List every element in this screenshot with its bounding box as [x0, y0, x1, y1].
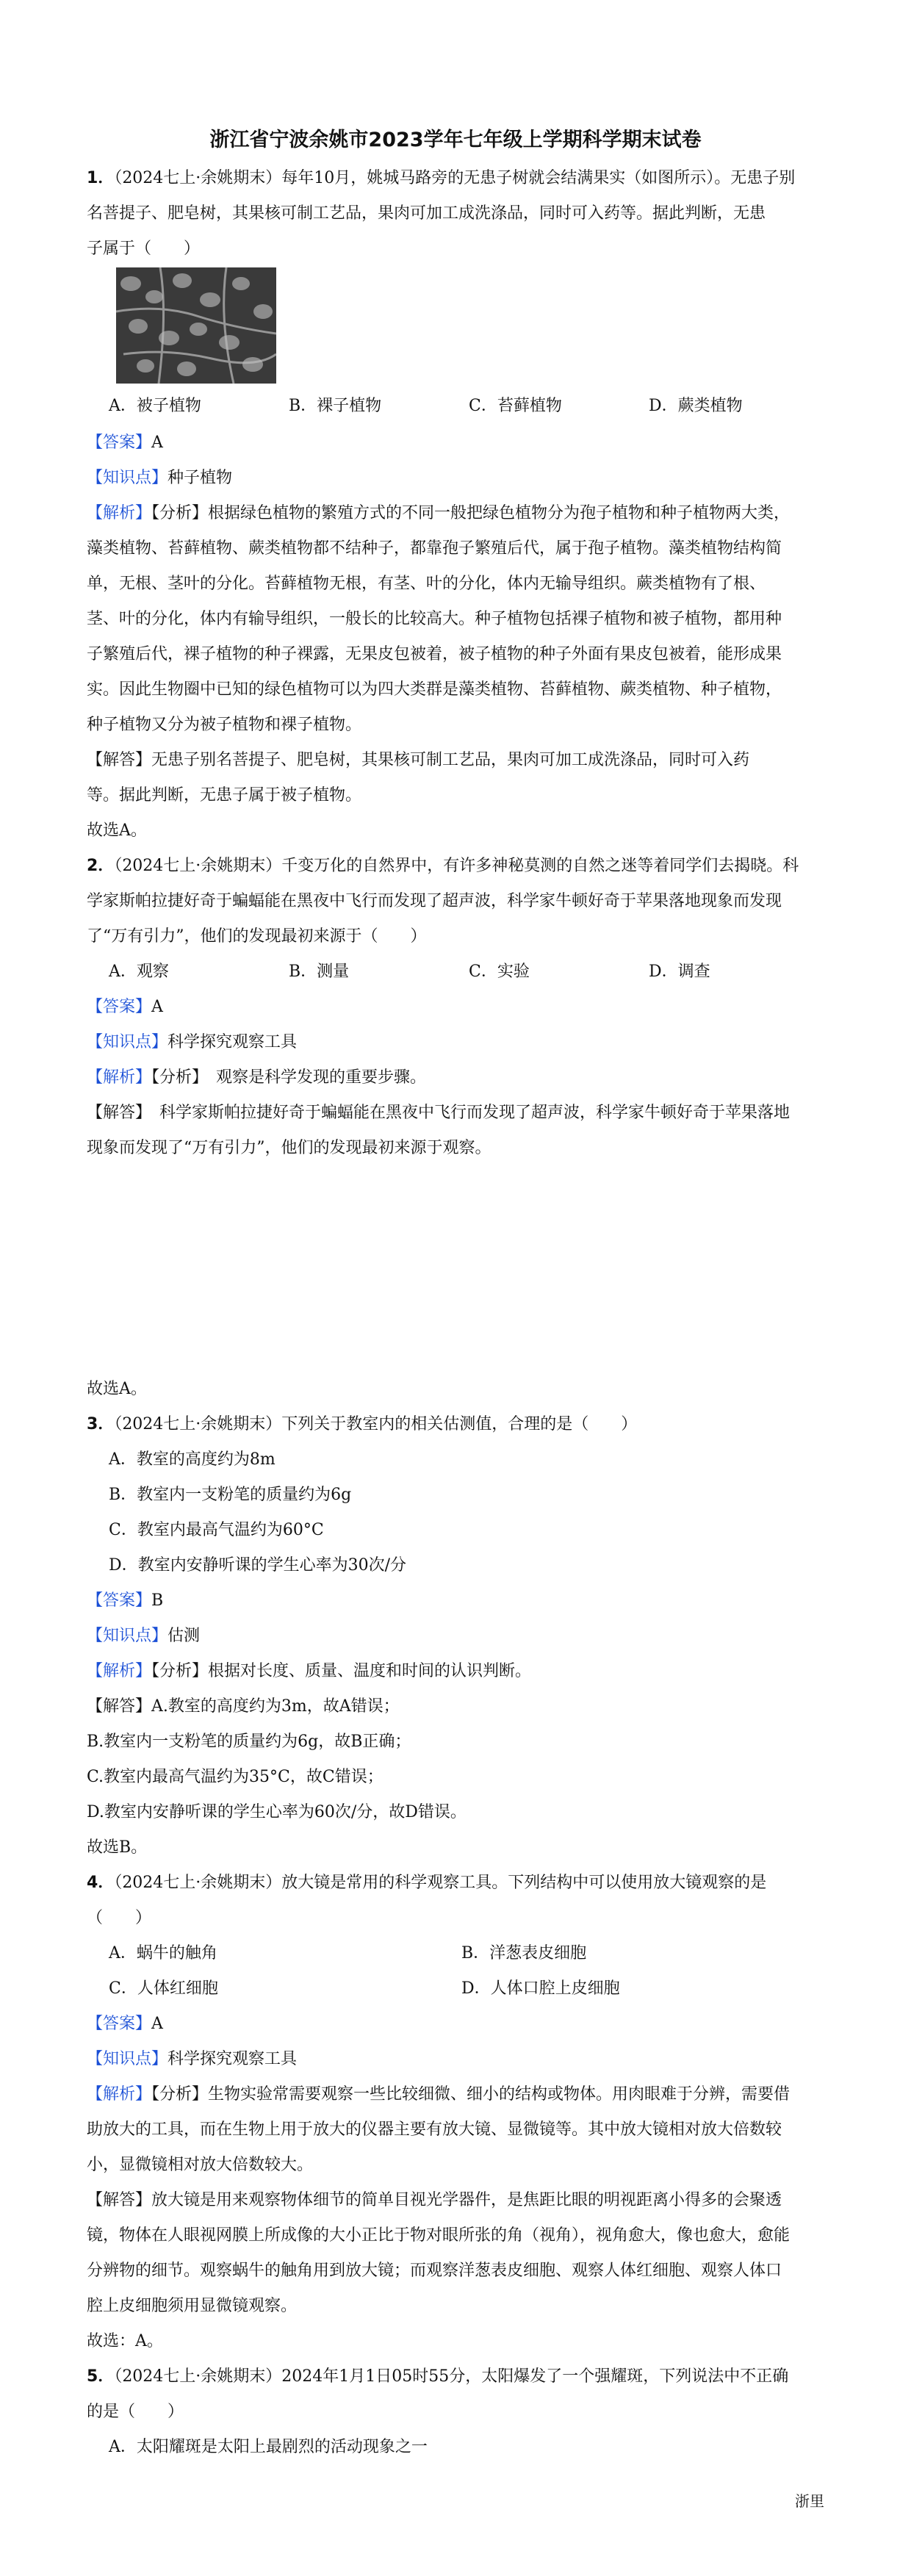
question-number: 1．	[87, 169, 115, 187]
q1-solution-line: 等。据此判断，无患子属于被子植物。	[87, 786, 362, 805]
q5-option-a: A．太阳耀斑是太阳上最剧烈的活动现象之一	[109, 2438, 428, 2456]
q1-option-a: A．被子植物	[109, 397, 201, 415]
q4-option-c: C．人体红细胞	[109, 1979, 218, 1998]
q1-stem-line3: 子属于（ ）	[87, 240, 201, 258]
q1-answer: 【答案】A	[87, 433, 163, 452]
q4-solution-line: 分辨物的细节。观察蜗牛的触角用到放大镜；而观察洋葱表皮细胞、观察人体红细胞、观察人体口	[87, 2262, 782, 2280]
q4-knowledge-point: 【知识点】科学探究观察工具	[87, 2050, 298, 2068]
q4-option-d: D．人体口腔上皮细胞	[461, 1979, 620, 1998]
question-number: 3．	[87, 1415, 115, 1433]
q4-option-a: A．蜗牛的触角	[109, 1944, 217, 1962]
q1-conclusion: 故选A。	[87, 821, 147, 840]
q1-analysis-line: 茎、叶的分化，体内有输导组织，一般长的比较高大。种子植物包括裸子植物和被子植物，都用种	[87, 610, 782, 628]
q1-knowledge-point: 【知识点】种子植物	[87, 469, 233, 487]
question-number: 5．	[87, 2367, 115, 2386]
q1-analysis-line: 实。因此生物圈中已知的绿色植物可以为四大类群是藻类植物、苔藓植物、蕨类植物、种子植物，	[87, 680, 782, 699]
q1-option-c: C．苔藓植物	[469, 397, 562, 415]
page-footer: 浙里	[795, 2492, 824, 2510]
q3-option-d: D．教室内安静听课的学生心率为30次/分	[109, 1556, 407, 1575]
question-source: （2024七上·余姚期末）	[114, 1415, 282, 1433]
q1-option-b: B．裸子植物	[289, 397, 382, 415]
q4-solution-line: 腔上皮细胞须用显微镜观察。	[87, 2297, 298, 2315]
q2-option-b: B．测量	[289, 963, 350, 981]
q2-conclusion: 故选A。	[87, 1380, 147, 1398]
q2-solution-line: 【解答】 科学家斯帕拉捷好奇于蝙蝠能在黑夜中飞行而发现了超声波，科学家牛顿好奇于苹果落地	[87, 1104, 791, 1122]
q4-analysis-line: 小，显微镜相对放大倍数较大。	[87, 2156, 314, 2174]
q3-option-c: C．教室内最高气温约为60°C	[109, 1521, 324, 1539]
q2-answer: 【答案】A	[87, 998, 163, 1016]
q4-analysis-line: 【解析】【分析】生物实验常需要观察一些比较细微、细小的结构或物体。用肉眼难于分辨，需要借	[87, 2085, 791, 2104]
q2-option-c: C．实验	[469, 963, 530, 981]
q2-solution-line: 现象而发现了“万有引力”，他们的发现最初来源于观察。	[87, 1139, 491, 1157]
q3-solution-line: B.教室内一支粉笔的质量约为6g，故B正确；	[87, 1733, 411, 1751]
q4-solution-line: 【解答】放大镜是用来观察物体细节的简单目视光学器件，是焦距比眼的明视距离小得多的会聚透	[87, 2191, 782, 2209]
q4-stem-line1: 4．（2024七上·余姚期末）放大镜是常用的科学观察工具。下列结构中可以使用放大镜观察的是	[87, 1874, 767, 1892]
q2-stem-line2: 学家斯帕拉捷好奇于蝙蝠能在黑夜中飞行而发现了超声波，科学家牛顿好奇于苹果落地现象而发现	[87, 892, 782, 910]
q3-solution-line: 【解答】A.教室的高度约为3m，故A错误；	[87, 1697, 400, 1716]
q2-option-a: A．观察	[109, 963, 169, 981]
q4-conclusion: 故选：A。	[87, 2332, 163, 2350]
q1-analysis-line: 单，无根、茎叶的分化。苔藓植物无根，有茎、叶的分化，体内无输导组织。蕨类植物有了根、	[87, 575, 766, 593]
q1-stem-line1: 1．（2024七上·余姚期末）每年10月，姚城马路旁的无患子树就会结满果实（如图所示）。无患子别	[87, 169, 796, 187]
question-source: （2024七上·余姚期末）	[114, 169, 282, 187]
q2-stem-line1: 2．（2024七上·余姚期末）千变万化的自然界中，有许多神秘莫测的自然之迷等着同学们去揭晓。科	[87, 857, 799, 875]
q3-solution-line: C.教室内最高气温约为35°C，故C错误；	[87, 1768, 384, 1786]
q1-option-d: D．蕨类植物	[649, 397, 743, 415]
q3-knowledge-point: 【知识点】估测	[87, 1627, 201, 1645]
q2-stem-line3: 了“万有引力”，他们的发现最初来源于（ ）	[87, 927, 427, 946]
question-source: （2024七上·余姚期末）	[114, 2367, 282, 2386]
question-number: 2．	[87, 857, 115, 875]
q1-analysis-line: 【解析】【分析】根据绿色植物的繁殖方式的不同一般把绿色植物分为孢子植物和种子植物两大类，	[87, 504, 791, 522]
q1-stem-line2: 名菩提子、肥皂树，其果核可制工艺品，果肉可加工成洗涤品，同时可入药等。据此判断，无患	[87, 204, 766, 223]
q3-stem-line1: 3．（2024七上·余姚期末）下列关于教室内的相关估测值，合理的是（ ）	[87, 1415, 638, 1433]
q5-stem-line1: 5．（2024七上·余姚期末）2024年1月1日05时55分，太阳爆发了一个强耀斑，下列说法中不正确	[87, 2367, 789, 2386]
q3-analysis-line: 【解析】【分析】根据对长度、质量、温度和时间的认识判断。	[87, 1662, 532, 1680]
question-source: （2024七上·余姚期末）	[114, 857, 282, 875]
soapberry-fruit-photo	[116, 267, 276, 384]
q4-solution-line: 镜，物体在人眼视网膜上所成像的大小正比于物对眼所张的角（视角），视角愈大，像也愈大，愈能	[87, 2226, 791, 2245]
exam-title: 浙江省宁波余姚市2023学年七年级上学期科学期末试卷	[209, 129, 702, 151]
q4-answer: 【答案】A	[87, 2015, 163, 2033]
q3-option-b: B．教室内一支粉笔的质量约为6g	[109, 1486, 352, 1504]
q4-option-b: B．洋葱表皮细胞	[461, 1944, 587, 1962]
q1-analysis-line: 藻类植物、苔藓植物、蕨类植物都不结种子，都靠孢子繁殖后代，属于孢子植物。藻类植物结构简	[87, 539, 782, 558]
question-source: （2024七上·余姚期末）	[114, 1874, 282, 1892]
q4-analysis-line: 助放大的工具，而在生物上用于放大的仪器主要有放大镜、显微镜等。其中放大镜相对放大倍数较	[87, 2120, 782, 2139]
q5-stem-line2: 的是（ ）	[87, 2403, 184, 2421]
q2-analysis-line: 【解析】【分析】 观察是科学发现的重要步骤。	[87, 1068, 427, 1087]
q3-conclusion: 故选B。	[87, 1838, 148, 1857]
q3-option-a: A．教室的高度约为8m	[109, 1450, 276, 1469]
q1-analysis-line: 子繁殖后代，裸子植物的种子裸露，无果皮包被着，被子植物的种子外面有果皮包被着，能形成果	[87, 645, 782, 663]
question-number: 4．	[87, 1874, 115, 1892]
q1-solution-line: 【解答】无患子别名菩提子、肥皂树，其果核可制工艺品，果肉可加工成洗涤品，同时可入药	[87, 751, 750, 769]
q2-knowledge-point: 【知识点】科学探究观察工具	[87, 1033, 298, 1051]
q2-option-d: D．调查	[649, 963, 710, 981]
q1-analysis-line: 种子植物又分为被子植物和裸子植物。	[87, 716, 362, 734]
q4-stem-line2: （ ）	[87, 1909, 152, 1927]
q3-answer: 【答案】B	[87, 1591, 164, 1610]
q3-solution-line: D.教室内安静听课的学生心率为60次/分，故D错误。	[87, 1803, 467, 1821]
